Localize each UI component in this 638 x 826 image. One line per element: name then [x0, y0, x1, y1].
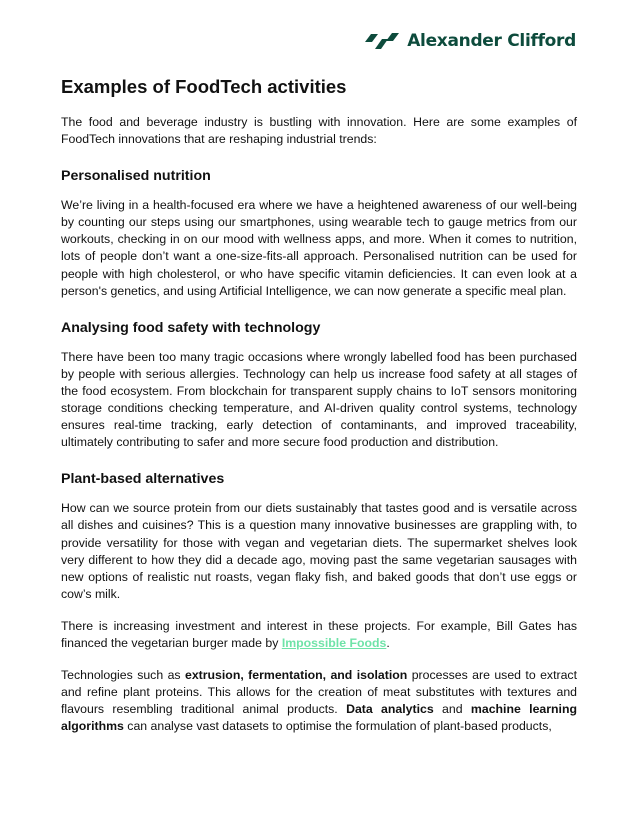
tech-text-2: processes are used to extract and refine plant proteins. This allows for the creation of meat substitutes with textures and flavours resembling traditional animal products.: [61, 668, 577, 717]
tech-bold-processes: extrusion, fermentation, and isolation: [184, 668, 408, 683]
tech-text-4: can analyse vast datasets to optimise the formulation of plant-based products,: [123, 719, 552, 734]
tech-bold-ml: machine learning algorithms: [61, 702, 577, 734]
page-title: Examples of FoodTech activities: [61, 76, 347, 97]
investment-text: There is increasing investment and interest in these projects. For example, Bill Gates has financed the vegetarian burger made by: [61, 618, 577, 650]
investment-text-end: .: [386, 635, 390, 650]
technologies-paragraph: [61, 667, 577, 735]
brand-mark-icon: [365, 32, 399, 50]
food-safety-paragraph: There have been too many tragic occasions where wrongly labelled food has been purchased by people with serious allergies. Technology can help us increase food safety at all stages of the food ecosystem. From blockchain for transparent supply chains to IoT sensors monitoring storage conditions checking temperature, and AI-driven quality control systems, technology ensures real-time tracking, early detection of contaminants, and improved traceability, ultimately contributing to safer and more secure food production and distribution.: [61, 349, 577, 450]
investment-paragraph: [61, 618, 577, 652]
tech-text-3: and: [433, 702, 471, 717]
article: [61, 76, 577, 750]
tech-text-1: Technologies such as: [61, 668, 185, 683]
impossible-foods-link[interactable]: Impossible Foods: [281, 635, 387, 650]
heading-plant-based: Plant-based alternatives: [61, 471, 225, 488]
personalised-nutrition-paragraph: We’re living in a health-focused era where we have a heightened awareness of our well-being by counting our steps using our smartphones, using wearable tech to gauge metrics from our workouts, checking in on our mood with wellness apps, and more. When it comes to nutrition, lots of people don’t want a one-size-fits-all approach. Personalised nutrition can be used for people with high cholesterol, or who have specific vitamin deficiencies. It can even look at a person's genetics, and using Artificial Intelligence, we can now generate a specific meal plan.: [61, 198, 577, 298]
brand-logo: [365, 31, 576, 51]
plant-based-paragraph: How can we source protein from our diets sustainably that tastes good and is versatile across all dishes and cuisines? This is a question many innovative businesses are grappling with, to provide versatility for those with vegan and vegetarian diets. The supermarket shelves look very different to how they did a decade ago, moving past the same vegetarian sausages with new options of realistic nut roasts, vegan flaky fish, and baked goods that don’t use eggs or cow’s milk.: [61, 501, 577, 601]
intro-paragraph: The food and beverage industry is bustling with innovation. Here are some examples of FoodTech innovations that are reshaping industrial trends:: [61, 115, 577, 147]
heading-food-safety: Analysing food safety with technology: [61, 319, 321, 336]
heading-personalised-nutrition: Personalised nutrition: [61, 168, 211, 185]
brand-name: Alexander Clifford: [407, 31, 576, 51]
tech-bold-data-analytics: Data analytics: [346, 702, 434, 717]
